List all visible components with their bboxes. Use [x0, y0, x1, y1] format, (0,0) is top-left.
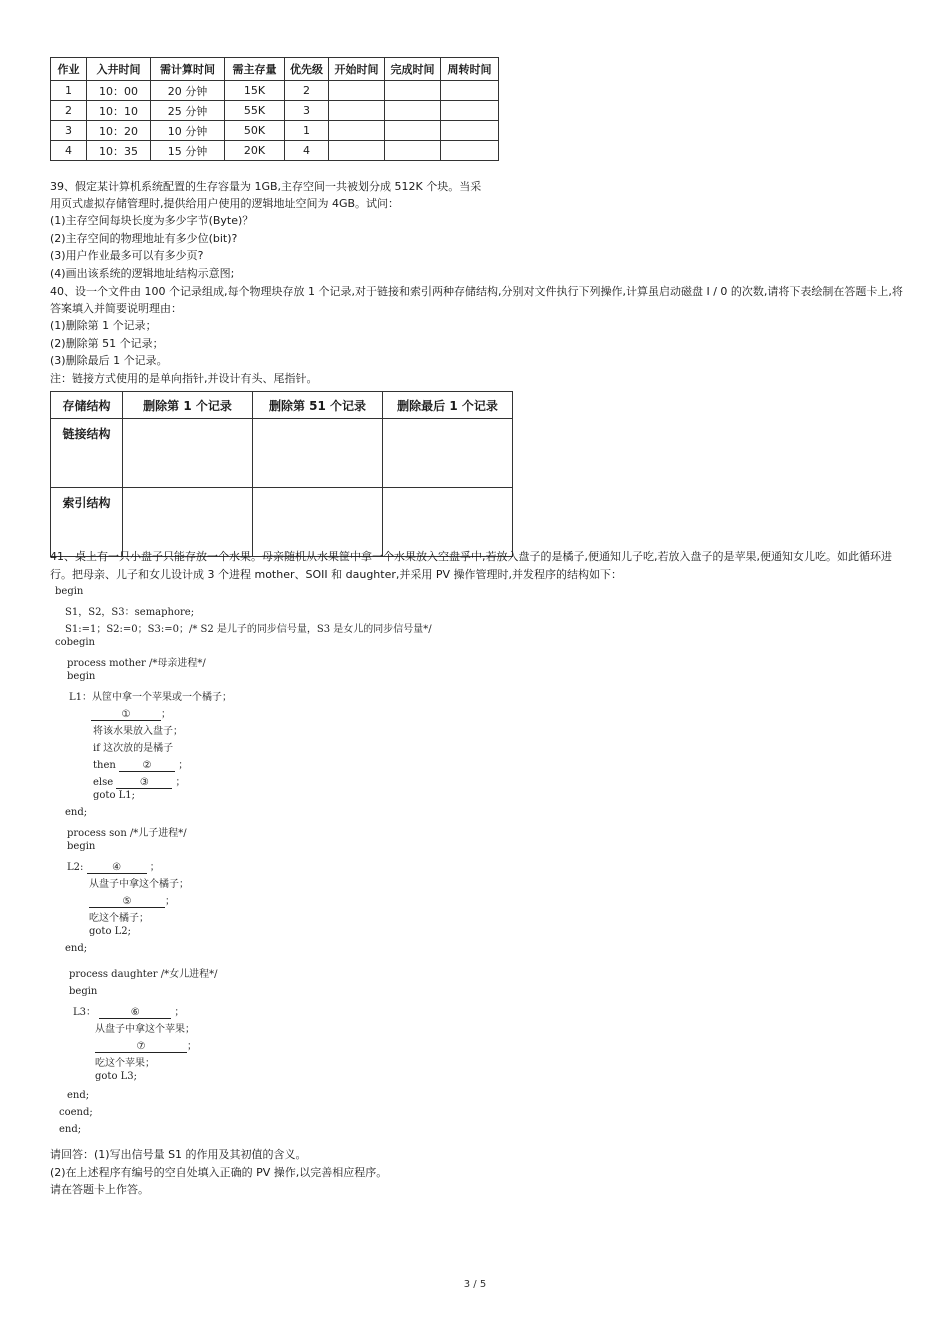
code-line: 吃这个橘子； — [89, 913, 149, 924]
code-line: goto L1; — [93, 790, 136, 801]
column-header: 优先级 — [285, 58, 329, 81]
code-line: ⑦ ； — [95, 1037, 197, 1053]
q41-question: 请回答：(1)写出信号量 S1 的作用及其初值的含义。 — [50, 1148, 307, 1161]
table-cell: 3 — [285, 101, 329, 121]
column-header: 删除第 1 个记录 — [123, 392, 253, 419]
table-cell — [385, 81, 441, 101]
blank-slot: ⑦ — [95, 1041, 187, 1053]
q40-item: (3)删除最后 1 个记录。 — [50, 354, 168, 367]
code-line: L2: ④ ； — [67, 862, 160, 873]
code-line: process daughter /*女儿进程*/ — [69, 969, 218, 980]
code-line: goto L3; — [95, 1071, 138, 1082]
label: L3： — [73, 1007, 97, 1018]
q39-item: (2)主存空间的物理地址有多少位(bit)? — [50, 232, 238, 245]
code-line: L1：从筐中拿一个苹果或一个橘子； — [69, 692, 233, 703]
blank-slot: ⑥ — [99, 1007, 171, 1019]
code-line: 从盘子中拿这个橘子； — [89, 879, 189, 890]
table-cell: 10：00 — [87, 81, 151, 101]
q39-item: (4)画出该系统的逻辑地址结构示意图; — [50, 267, 235, 280]
code-line: 吃这个苹果； — [95, 1058, 155, 1069]
table-cell: 20 分钟 — [151, 81, 225, 101]
code-line: process son /*儿子进程*/ — [67, 828, 187, 839]
column-header: 需计算时间 — [151, 58, 225, 81]
table-cell — [329, 121, 385, 141]
code-line: then ② ； — [93, 760, 189, 771]
q40-item: (1)删除第 1 个记录； — [50, 319, 157, 332]
q41-question: 请在答题卡上作答。 — [50, 1183, 149, 1196]
table-cell: 2 — [285, 81, 329, 101]
table-row — [51, 101, 499, 121]
label: L2: — [67, 862, 84, 873]
code-line: begin — [69, 986, 98, 997]
table-cell: 25 分钟 — [151, 101, 225, 121]
code-line: cobegin — [55, 637, 95, 648]
code-line: S1，S2，S3：semaphore; — [65, 607, 195, 618]
column-header: 删除第 51 个记录 — [253, 392, 383, 419]
code-line: coend; — [59, 1107, 93, 1118]
table-cell — [441, 141, 499, 161]
table-cell — [385, 101, 441, 121]
code-line: 从盘子中拿这个苹果； — [95, 1024, 195, 1035]
job-scheduling-table — [50, 57, 499, 161]
row-header: 索引结构 — [51, 488, 123, 557]
q39-line1: 39、假定某计算机系统配置的生存容量为 1GB,主存空间一共被划分成 512K 个块。当采 — [50, 180, 482, 193]
table-cell: 15K — [225, 81, 285, 101]
column-header: 删除最后 1 个记录 — [383, 392, 513, 419]
code-line: if 这次放的是橘子 — [93, 743, 174, 754]
code-line: S1:=1；S2:=0；S3:=0；/* S2 是儿子的同步信号量，S3 是女儿的同步信号量*/ — [65, 624, 432, 635]
column-header: 开始时间 — [329, 58, 385, 81]
table-cell: 15 分钟 — [151, 141, 225, 161]
table-cell — [329, 101, 385, 121]
table-cell: 10 分钟 — [151, 121, 225, 141]
blank-slot: ④ — [87, 862, 147, 874]
table-cell — [329, 81, 385, 101]
blank-slot: ③ — [116, 777, 172, 789]
blank-slot: ② — [119, 760, 175, 772]
column-header: 需主存量 — [225, 58, 285, 81]
answer-cell — [123, 419, 253, 488]
code-line: ① ； — [91, 705, 171, 721]
code-line: L3： ⑥ ； — [73, 1007, 185, 1018]
keyword: else — [93, 777, 114, 788]
q40-intro: 40、设一个文件由 100 个记录组成,每个物理块存放 1 个记录,对于链接和索引两种存储结构,分别对文件执行下列操作,计算虽启动磁盘 I / 0 的次数,请将下表绘制在答题卡上,将答案填入并简要说明理由： — [50, 285, 903, 315]
table-cell — [441, 81, 499, 101]
code-line: ⑤ ； — [89, 892, 175, 908]
q40-note: 注：链接方式使用的是单向指针,并设计有头、尾指针。 — [50, 372, 318, 385]
answer-cell — [253, 488, 383, 557]
blank-slot: ① — [91, 709, 161, 721]
code-line: begin — [67, 671, 96, 682]
code-line: begin — [67, 841, 96, 852]
column-header: 入井时间 — [87, 58, 151, 81]
code-line: 将该水果放入盘子； — [93, 726, 183, 737]
storage-structure-table — [50, 391, 513, 557]
code-line: goto L2; — [89, 926, 132, 937]
column-header: 完成时间 — [385, 58, 441, 81]
code-line: end; — [67, 1090, 90, 1101]
q39-item: (3)用户作业最多可以有多少页? — [50, 249, 204, 262]
table-cell: 10：10 — [87, 101, 151, 121]
row-header: 链接结构 — [51, 419, 123, 488]
table-row — [51, 81, 499, 101]
table-header-row — [51, 392, 513, 419]
table-row — [51, 488, 513, 557]
table-cell — [385, 121, 441, 141]
q41-question: (2)在上述程序有编号的空自处填入正确的 PV 操作,以完善相应程序。 — [50, 1166, 388, 1179]
table-row — [51, 121, 499, 141]
code-line: process mother /*母亲进程*/ — [67, 658, 206, 669]
q39-item: (1)主存空间每块长度为多少字节(Byte)？ — [50, 214, 254, 227]
table-cell — [385, 141, 441, 161]
column-header: 周转时间 — [441, 58, 499, 81]
blank-slot: ⑤ — [89, 896, 165, 908]
column-header: 存储结构 — [51, 392, 123, 419]
table-cell: 3 — [51, 121, 87, 141]
table-cell: 20K — [225, 141, 285, 161]
q40-item: (2)删除第 51 个记录； — [50, 337, 164, 350]
code-line: end; — [59, 1124, 82, 1135]
table-cell: 10：35 — [87, 141, 151, 161]
q39-line2: 用页式虚拟存储管理时,提供给用户使用的逻辑地址空间为 4GB。试问： — [50, 197, 400, 210]
table-header-row — [51, 58, 499, 81]
table-cell: 4 — [51, 141, 87, 161]
table-cell — [441, 101, 499, 121]
code-line: end; — [65, 943, 88, 954]
table-cell: 50K — [225, 121, 285, 141]
table-cell: 1 — [285, 121, 329, 141]
table-cell — [329, 141, 385, 161]
table-cell: 10：20 — [87, 121, 151, 141]
answer-cell — [383, 419, 513, 488]
keyword: then — [93, 760, 116, 771]
code-line: end; — [65, 807, 88, 818]
code-line: begin — [55, 586, 84, 597]
answer-cell — [383, 488, 513, 557]
table-row — [51, 141, 499, 161]
table-row — [51, 419, 513, 488]
table-cell: 55K — [225, 101, 285, 121]
answer-cell — [253, 419, 383, 488]
table-cell: 2 — [51, 101, 87, 121]
answer-cell — [123, 488, 253, 557]
table-cell: 4 — [285, 141, 329, 161]
code-line: else ③ ； — [93, 777, 186, 788]
q41-intro: 41、桌上有一只小盘子只能存放一个水果。母亲随机从水果筐中拿一个水果放入空盘孚中,若放入盘子的是橘子,便通知儿子吃,若放入盘子的是苹果,便通知女儿吃。如此循环进行。把母亲、儿子和女儿设计成 3 个进程 mother、SOII 和 daughter,并采用 PV 操作管理时,并发程序的结构如下： — [50, 550, 892, 581]
page-number: 3 / 5 — [463, 1279, 487, 1290]
table-cell: 1 — [51, 81, 87, 101]
table-cell — [441, 121, 499, 141]
column-header: 作业 — [51, 58, 87, 81]
